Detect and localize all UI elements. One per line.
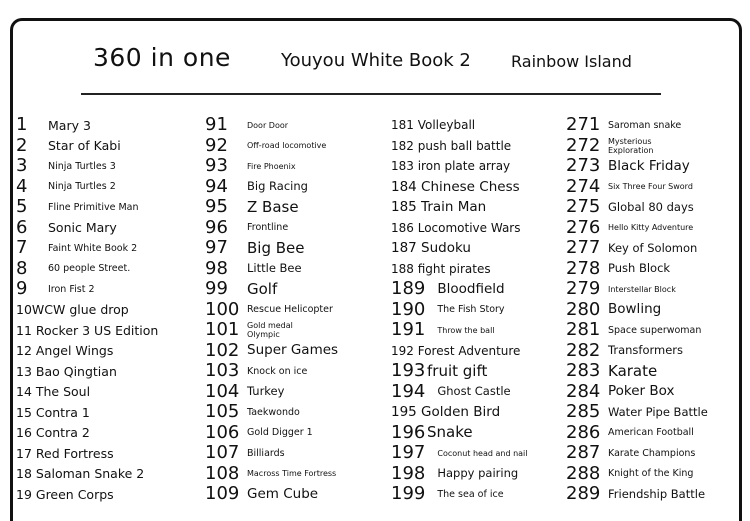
game-name: Saroman snake [608, 119, 682, 131]
game-list-item [566, 259, 741, 280]
game-list-item [205, 402, 385, 423]
game-number: 95 [205, 196, 228, 218]
game-name: Black Friday [608, 157, 690, 174]
game-number: 286 [566, 421, 601, 443]
game-list-item [391, 443, 571, 464]
game-name: Sonic Mary [48, 220, 117, 236]
game-name: Door Door [247, 120, 289, 130]
game-list-item [391, 197, 571, 218]
game-number: 281 [566, 319, 601, 341]
game-name: Karate [608, 361, 658, 380]
game-list-item [566, 177, 741, 198]
game-name: Taekwondo [247, 406, 300, 418]
game-list-item [391, 361, 571, 382]
game-name: Gold Digger 1 [247, 427, 313, 439]
game-list-item [16, 464, 196, 485]
game-name: Gold medal Olympic [247, 321, 293, 340]
game-list-item [16, 238, 196, 259]
game-name: Super Games [247, 342, 339, 359]
game-number: 278 [566, 257, 601, 279]
game-entry-text: 12 Angel Wings [16, 343, 114, 359]
game-list-item [566, 197, 741, 218]
game-number: 102 [205, 339, 240, 361]
game-list-item [566, 156, 741, 177]
game-name: Ninja Turtles 2 [48, 181, 116, 193]
game-name: Gem Cube [247, 485, 319, 502]
game-list-item [205, 484, 385, 505]
game-number: 108 [205, 462, 240, 484]
game-entry-text: 14 The Soul [16, 384, 91, 400]
game-list-item [16, 156, 196, 177]
game-name: fruit gift [427, 361, 488, 380]
game-number: 1 [16, 114, 28, 136]
game-list-item [205, 197, 385, 218]
game-number: 287 [566, 442, 601, 464]
game-number: 9 [16, 278, 28, 300]
game-list-item [16, 136, 196, 157]
game-list-item [16, 382, 196, 403]
game-list-item [566, 443, 741, 464]
game-name: Star of Kabi [48, 138, 121, 154]
game-list-item [391, 382, 571, 403]
game-number: 109 [205, 483, 240, 505]
game-name: Knock on ice [247, 365, 308, 377]
game-list-item [205, 136, 385, 157]
game-list-item [16, 423, 196, 444]
game-number: 6 [16, 216, 28, 238]
game-list-item [391, 402, 571, 423]
game-number: 289 [566, 483, 601, 505]
game-number: 285 [566, 401, 601, 423]
game-name: Karate Champions [608, 447, 696, 459]
game-list-item [391, 238, 571, 259]
game-name: Mysterious Exploration [608, 136, 654, 155]
game-list-item [205, 238, 385, 259]
game-list-item [16, 259, 196, 280]
game-list-item [16, 443, 196, 464]
game-list-item [16, 341, 196, 362]
game-number: 274 [566, 175, 601, 197]
game-list-item [391, 177, 571, 198]
game-name: 60 people Street. [48, 263, 131, 275]
game-number: 97 [205, 237, 228, 259]
game-entry-text: 195 Golden Bird [391, 404, 501, 421]
title-rainbow-island: Rainbow Island [511, 52, 632, 71]
game-column-4 [566, 115, 741, 505]
game-number: 101 [205, 319, 240, 341]
game-list-item [16, 177, 196, 198]
game-number: 199 [391, 483, 426, 505]
game-name: Knight of the King [608, 468, 694, 480]
game-name: Mary 3 [48, 117, 91, 133]
game-entry-text: 13 Bao Qingtian [16, 363, 117, 379]
game-name: Friendship Battle [608, 486, 706, 501]
game-list-item [566, 320, 741, 341]
game-entry-text: 10WCW glue drop [16, 302, 129, 318]
game-name: Fline Primitive Man [48, 201, 139, 213]
game-list-item [205, 443, 385, 464]
game-list-item [566, 136, 741, 157]
game-number: 93 [205, 155, 228, 177]
game-number: 271 [566, 114, 601, 136]
game-list-item [391, 156, 571, 177]
game-name: Big Bee [247, 238, 305, 257]
game-list-item [566, 402, 741, 423]
game-list-item [205, 320, 385, 341]
game-name: Turkey [247, 384, 285, 399]
game-number: 3 [16, 155, 28, 177]
game-number: 282 [566, 339, 601, 361]
game-name: Bloodfield [437, 280, 505, 297]
game-name: American Football [608, 427, 694, 439]
game-name: Big Racing [247, 179, 308, 194]
game-number: 191 [391, 319, 426, 341]
game-name: Coconut head and nail [437, 448, 528, 458]
game-column-2 [205, 115, 385, 505]
game-number: 7 [16, 237, 28, 259]
game-list-item [16, 320, 196, 341]
game-name: Off-road locomotive [247, 141, 327, 151]
game-list-item [205, 423, 385, 444]
game-name: Snake [427, 423, 473, 442]
game-name: Six Three Four Sword [608, 182, 693, 192]
game-number: 105 [205, 401, 240, 423]
game-list-item [205, 341, 385, 362]
game-list-item [205, 115, 385, 136]
game-name: Water Pipe Battle [608, 404, 708, 419]
game-number: 275 [566, 196, 601, 218]
game-number: 198 [391, 462, 426, 484]
game-number: 276 [566, 216, 601, 238]
game-list-item [16, 279, 196, 300]
game-list-item [16, 197, 196, 218]
game-number: 96 [205, 216, 228, 238]
game-number: 4 [16, 175, 28, 197]
title-youyou-white-book: Youyou White Book 2 [281, 50, 471, 71]
game-name: Throw the ball [437, 325, 495, 335]
game-entry-text: 185 Train Man [391, 199, 487, 216]
game-list-item [566, 423, 741, 444]
game-column-1 [16, 115, 196, 505]
game-number: 283 [566, 360, 601, 382]
game-name: Interstellar Block [608, 284, 676, 294]
game-list-item [566, 341, 741, 362]
game-list-item [16, 402, 196, 423]
game-number: 104 [205, 380, 240, 402]
game-number: 280 [566, 298, 601, 320]
game-list-item [566, 279, 741, 300]
game-list-item [16, 300, 196, 321]
game-entry-text: 188 fight pirates [391, 261, 491, 276]
game-number: 196 [391, 421, 426, 443]
game-name: Ghost Castle [437, 384, 511, 399]
game-list-item [205, 300, 385, 321]
game-name: Hello Kitty Adventure [608, 223, 694, 233]
game-name: Ninja Turtles 3 [48, 160, 116, 172]
game-name: Global 80 days [608, 199, 694, 214]
game-name: Fire Phoenix [247, 161, 296, 171]
game-list-item [566, 361, 741, 382]
game-name: Space superwoman [608, 324, 702, 336]
game-name: The Fish Story [437, 304, 505, 316]
game-list-item [566, 382, 741, 403]
game-number: 91 [205, 114, 228, 136]
game-number: 272 [566, 134, 601, 156]
header-divider [81, 93, 661, 95]
game-list-item [205, 259, 385, 280]
game-name: Z Base [247, 197, 299, 216]
game-list-item [205, 464, 385, 485]
game-entry-text: 184 Chinese Chess [391, 178, 520, 195]
game-number: 273 [566, 155, 601, 177]
game-number: 284 [566, 380, 601, 402]
game-entry-text: 186 Locomotive Wars [391, 220, 521, 235]
game-name: Rescue Helicopter [247, 304, 333, 316]
game-list-item [391, 341, 571, 362]
game-list-item [391, 115, 571, 136]
game-entry-text: 17 Red Fortress [16, 445, 114, 461]
game-list-item [566, 300, 741, 321]
game-number: 8 [16, 257, 28, 279]
game-number: 103 [205, 360, 240, 382]
game-name: Macross Time Fortress [247, 469, 337, 479]
game-list-item [16, 484, 196, 505]
game-name: Iron Fist 2 [48, 283, 95, 295]
game-column-3 [391, 115, 571, 505]
game-list-item [205, 382, 385, 403]
game-list-item [566, 115, 741, 136]
game-number: 5 [16, 196, 28, 218]
game-number: 98 [205, 257, 228, 279]
game-entry-text: 15 Contra 1 [16, 404, 90, 420]
game-name: Transformers [608, 343, 683, 358]
game-list-item [391, 279, 571, 300]
game-number: 288 [566, 462, 601, 484]
game-number: 193 [391, 360, 426, 382]
game-number: 189 [391, 278, 426, 300]
game-number: 279 [566, 278, 601, 300]
game-number: 92 [205, 134, 228, 156]
game-entry-text: 19 Green Corps [16, 486, 114, 502]
game-number: 100 [205, 298, 240, 320]
game-entry-text: 18 Saloman Snake 2 [16, 466, 145, 482]
game-number: 106 [205, 421, 240, 443]
game-list-item [391, 136, 571, 157]
game-list-item [391, 464, 571, 485]
game-entry-text: 192 Forest Adventure [391, 343, 521, 358]
game-list-item [391, 218, 571, 239]
game-name: Billiards [247, 447, 285, 459]
game-entry-text: 11 Rocker 3 US Edition [16, 322, 159, 338]
game-name: Key of Solomon [608, 240, 698, 255]
game-list-item [16, 115, 196, 136]
game-entry-text: 181 Volleyball [391, 118, 476, 133]
game-name: Golf [247, 279, 278, 298]
game-name: Faint White Book 2 [48, 242, 138, 254]
game-name: Happy pairing [437, 466, 519, 481]
game-list-item [566, 238, 741, 259]
game-name: The sea of ice [437, 488, 504, 500]
game-number: 194 [391, 380, 426, 402]
game-number: 94 [205, 175, 228, 197]
game-list-item [391, 484, 571, 505]
game-entry-text: 182 push ball battle [391, 138, 512, 153]
game-list-item [566, 464, 741, 485]
game-list-item [205, 218, 385, 239]
title-360-in-one: 360 in one [93, 43, 231, 72]
game-list-item [205, 156, 385, 177]
game-number: 277 [566, 237, 601, 259]
game-name: Little Bee [247, 261, 302, 276]
game-list-item [566, 218, 741, 239]
game-number: 190 [391, 298, 426, 320]
game-list-card [10, 18, 742, 521]
game-list-item [16, 218, 196, 239]
game-list-item [391, 423, 571, 444]
game-list-item [391, 300, 571, 321]
game-number: 197 [391, 442, 426, 464]
game-name: Poker Box [608, 383, 675, 400]
game-number: 99 [205, 278, 228, 300]
game-list-item [205, 279, 385, 300]
game-entry-text: 183 iron plate array [391, 159, 511, 174]
game-list-item [391, 259, 571, 280]
game-list-item [205, 177, 385, 198]
game-name: Bowling [608, 301, 662, 318]
game-entry-text: 16 Contra 2 [16, 425, 90, 441]
game-number: 2 [16, 134, 28, 156]
game-entry-text: 187 Sudoku [391, 240, 471, 257]
game-name: Push Block [608, 261, 671, 276]
header [13, 21, 739, 99]
game-number: 107 [205, 442, 240, 464]
game-list-item [16, 361, 196, 382]
game-list-item [205, 361, 385, 382]
game-list-item [566, 484, 741, 505]
game-list-item [391, 320, 571, 341]
game-name: Frontline [247, 222, 289, 234]
